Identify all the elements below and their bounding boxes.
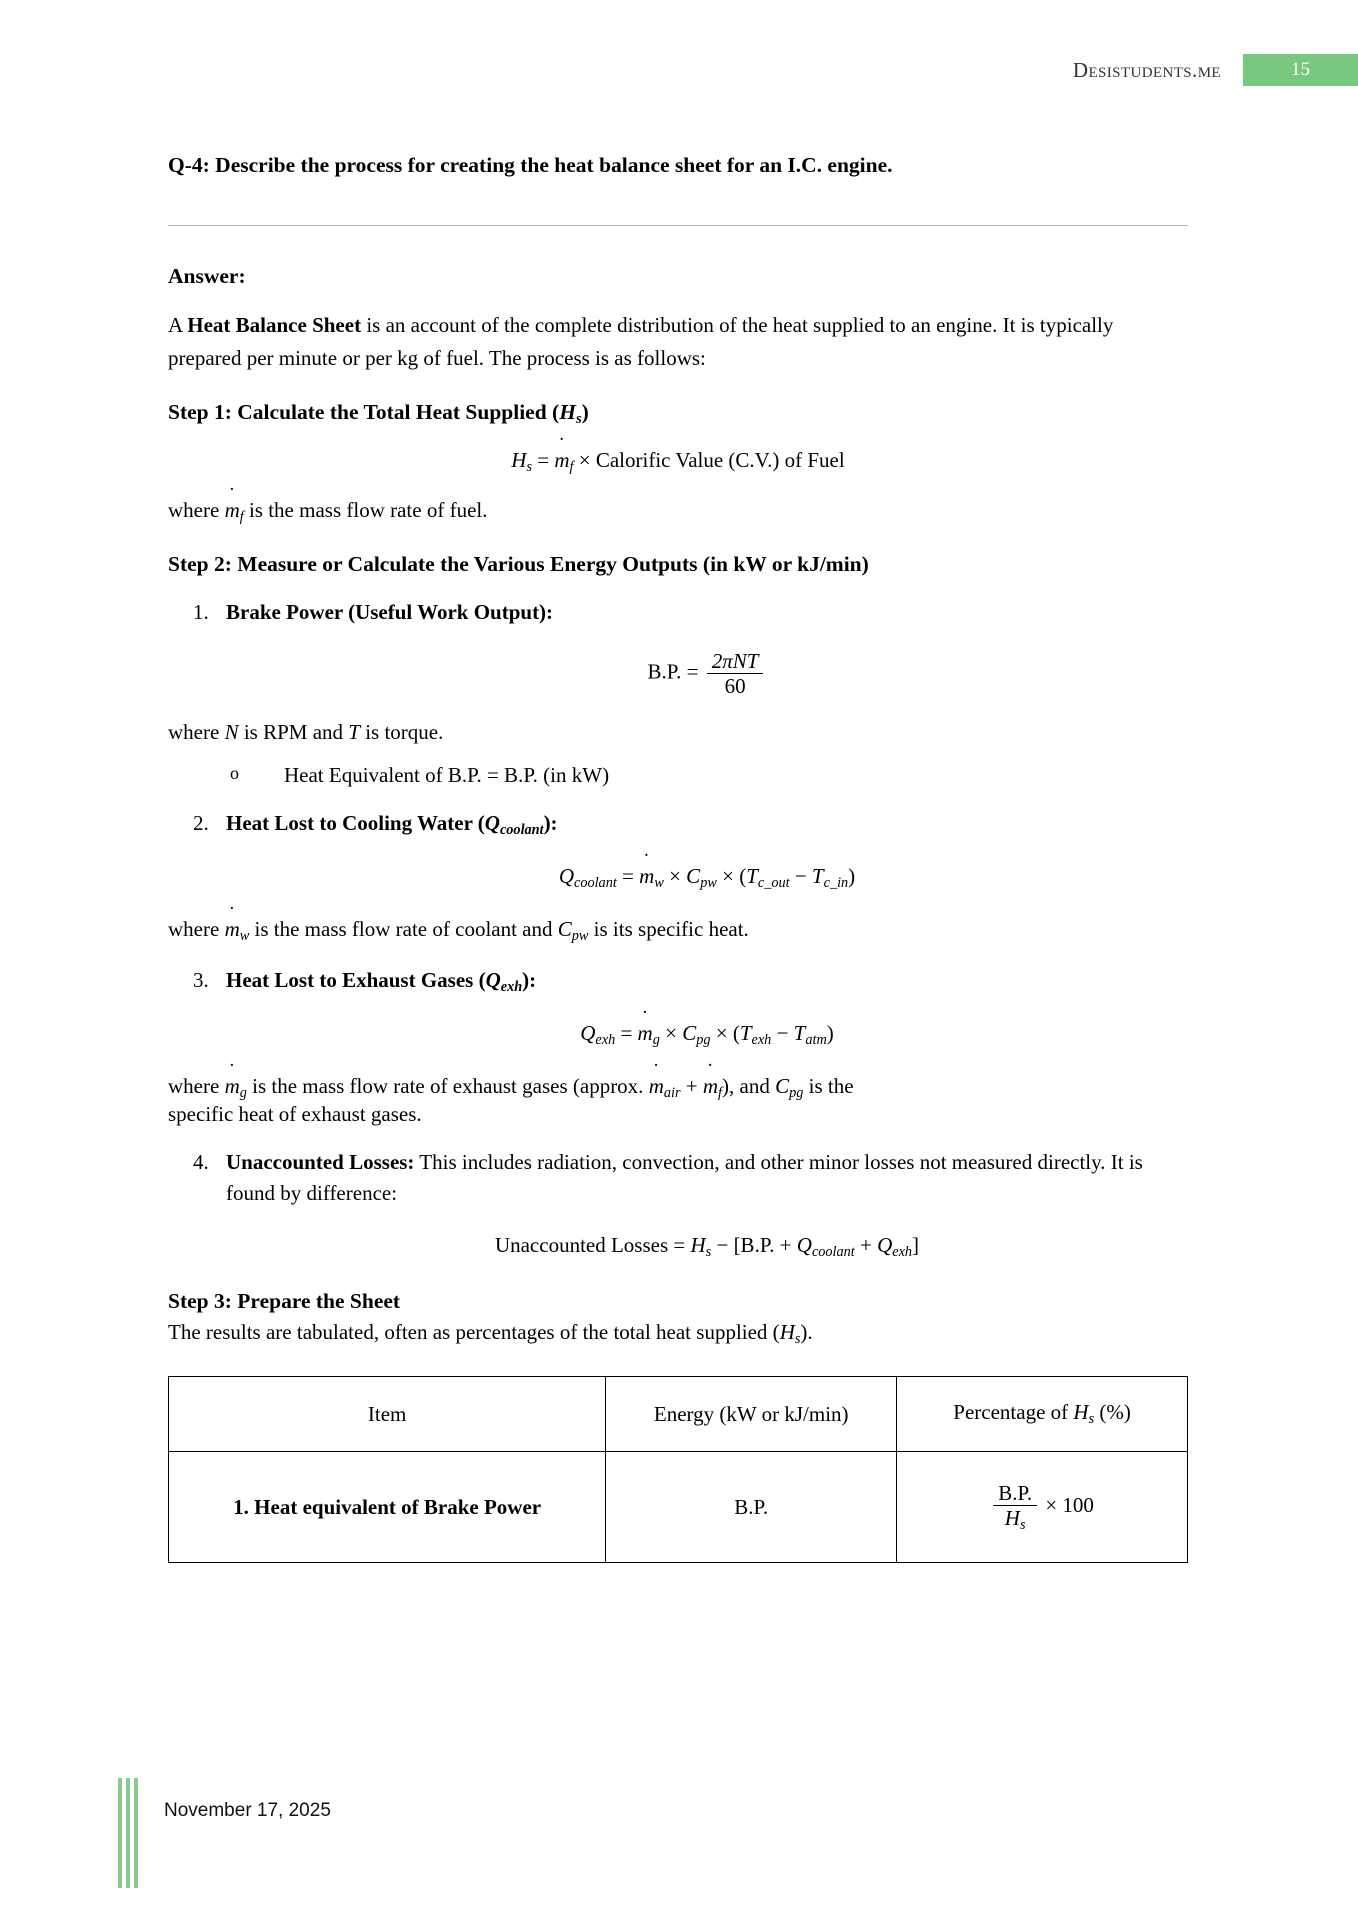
energy-outputs-list-cont-3	[168, 965, 1188, 1052]
ex-where-line2: specific heat of exhaust gases.	[168, 1101, 422, 1126]
ex-where-mf-sub: f	[718, 1084, 722, 1101]
where-mf-var: ˙ m	[225, 498, 240, 523]
where-pre: where	[168, 498, 225, 523]
footer-date: November 17, 2025	[164, 1800, 331, 1821]
formula-mf-sub: f	[569, 459, 574, 476]
exhaust-title	[226, 967, 537, 995]
table-row	[169, 1452, 1188, 1563]
pct-frac-num: B.P.	[993, 1481, 1037, 1506]
formula-coolant: $Q_{coolant}$ = ˙ $m_w \times C_{pw} \times (T_{c\_out} - T_{c\_in})$	[226, 861, 1188, 894]
list-item-cooling-water	[214, 808, 1188, 895]
energy-outputs-list-cont-4	[168, 1147, 1188, 1263]
ex-where-mid2: ), and	[722, 1073, 776, 1098]
ex-title-post: ):	[522, 967, 537, 992]
step-1-where	[168, 498, 1188, 526]
page-header	[0, 52, 1358, 88]
formula-brake-power	[226, 649, 1188, 698]
heat-balance-table	[168, 1376, 1188, 1563]
brake-power-where	[168, 720, 1188, 745]
formula-equals: =	[537, 448, 550, 473]
where-post: is the mass flow rate of fuel.	[243, 498, 488, 523]
exhaust-where	[168, 1074, 1188, 1127]
question-title: Q-4: Describe the process for creating the heat balance sheet for an I.C. engine.	[168, 153, 893, 177]
ex-where-mg: ˙ m	[225, 1074, 240, 1099]
ex-where-mid: is the mass flow rate of exhaust gases (approx.	[246, 1073, 649, 1098]
formula-hs-var: H	[511, 448, 527, 473]
cw-title-post: ):	[543, 811, 558, 836]
intro-lead: A	[168, 313, 188, 338]
cw-where-post: is its specific heat.	[588, 916, 749, 941]
step-2-heading: Step 2: Measure or Calculate the Various Energy Outputs (in kW or kJ/min)	[168, 552, 869, 577]
list-item-heat-equivalent: o Heat Equivalent of B.P. = B.P. (in kW)	[230, 763, 1188, 788]
page-number-badge: 15	[1243, 54, 1358, 86]
ex-title-pre: Heat Lost to Exhaust Gases (	[226, 967, 486, 992]
step-3-lead	[168, 1320, 1188, 1348]
formula-cv-text: × Calorific Value (C.V.) of Fuel	[578, 448, 845, 473]
page-footer	[118, 1778, 331, 1848]
ex-where-mair-sub: air	[663, 1084, 681, 1101]
bp-frac-num: 2πNT	[707, 649, 764, 674]
ex-where-cpg: C	[775, 1073, 790, 1098]
list-item-brake-power	[214, 597, 1188, 698]
pct-header-sub: s	[1088, 1410, 1095, 1427]
cw-where-mw: ˙ m	[225, 917, 240, 942]
unaccounted-title: Unaccounted Losses:	[226, 1149, 415, 1174]
cooling-water-title	[226, 811, 558, 838]
cw-where-pre: where	[168, 916, 225, 941]
pct-header-pre: Percentage of	[953, 1400, 1074, 1424]
formula-hs-sub: s	[526, 459, 533, 476]
ex-where-mair: ˙ m	[649, 1074, 664, 1099]
ex-title-sub: exh	[500, 978, 523, 995]
table-header-row	[169, 1377, 1188, 1452]
ex-where-pre: where	[168, 1073, 225, 1098]
formula-unaccounted: Unaccounted Losses = $H_s - [B.P$. + $Q_{coolant} + Q_{exh}$]	[494, 1232, 920, 1260]
pct-header-var: H	[1073, 1400, 1089, 1424]
table-header-energy: Energy (kW or kJ/min)	[606, 1377, 897, 1452]
intro-rest: is an account of the complete distribution of the heat supplied to an engine. It is typically prepared per minute or per kg of fuel. The process is as follows:	[168, 313, 1114, 370]
coolant-where	[168, 917, 1188, 945]
cw-where-cpw: C	[557, 916, 572, 941]
pct-frac-den-var: H	[1004, 1505, 1020, 1530]
step-1-heading	[168, 400, 1188, 428]
bp-frac-den: 60	[724, 673, 746, 698]
ex-where-plus: +	[685, 1073, 698, 1098]
bp-where-pre: where	[168, 720, 225, 745]
bp-where-t: T	[348, 720, 360, 745]
ex-where-post: is the	[803, 1073, 854, 1098]
list-item-exhaust-gases	[214, 965, 1188, 1052]
step-1-heading-text: Step 1: Calculate the Total Heat Supplied (	[168, 400, 560, 425]
step-3-lead-sub: s	[794, 1331, 801, 1347]
table-cell-item: 1. Heat equivalent of Brake Power	[169, 1452, 606, 1563]
formula-exhaust: $Q_{exh}$ = ˙ $m_g \times C_{pg} \times (T_{exh} - T_{atm})$	[226, 1018, 1188, 1051]
ex-where-cpg-sub: pg	[789, 1084, 804, 1101]
formula-total-heat	[168, 448, 1188, 476]
step-3-heading: Step 3: Prepare the Sheet	[168, 1289, 401, 1314]
table-header-percentage	[897, 1377, 1188, 1452]
step-1-heading-close: )	[581, 400, 589, 425]
ex-title-var: Q	[485, 967, 501, 992]
pct-header-post: (%)	[1094, 1400, 1131, 1424]
unaccounted-body: This includes radiation, convection, and other minor losses not measured directly. It is found by difference:	[226, 1149, 1143, 1206]
intro-bold-term: Heat Balance Sheet	[187, 313, 362, 338]
footer-bars-decoration	[118, 1778, 138, 1888]
where-mf-sub: f	[239, 509, 244, 526]
bp-where-post: is torque.	[359, 720, 444, 745]
intro-paragraph	[168, 309, 1188, 374]
list-item-unaccounted-losses	[214, 1147, 1188, 1263]
bp-fraction	[707, 649, 764, 698]
bp-where-mid: is RPM and	[238, 720, 349, 745]
energy-outputs-list-cont-2	[168, 808, 1188, 895]
pct-multiplier: × 100	[1045, 1492, 1094, 1517]
table-header-item: Item	[169, 1377, 606, 1452]
cw-where-mw-sub: w	[239, 927, 250, 944]
brake-power-sub-list	[168, 763, 1188, 788]
cw-where-cpw-sub: pw	[571, 927, 589, 944]
site-name: Desistudents.me	[1072, 57, 1221, 82]
cw-title-pre: Heat Lost to Cooling Water (	[226, 811, 485, 836]
bp-lhs: B.P. =	[647, 659, 699, 684]
ex-where-mf: ˙ m	[703, 1074, 718, 1099]
ex-where-mg-sub: g	[239, 1084, 247, 1101]
step-3-lead-var: H	[779, 1320, 795, 1345]
cw-title-sub: coolant	[499, 822, 544, 838]
pct-frac-den-sub: s	[1019, 1516, 1026, 1533]
step-3-lead-pre: The results are tabulated, often as percentages of the total heat supplied (	[168, 1320, 780, 1345]
brake-power-title: Brake Power (Useful Work Output):	[226, 600, 554, 625]
bp-where-n: N	[224, 720, 239, 745]
energy-outputs-list	[168, 597, 1188, 698]
answer-label: Answer:	[168, 264, 246, 289]
step-1-heading-var: H	[559, 400, 576, 425]
table-cell-percentage	[897, 1452, 1188, 1563]
formula-mf-var: ˙ m	[554, 448, 569, 473]
cw-where-mid: is the mass flow rate of coolant and	[249, 916, 558, 941]
document-body	[168, 150, 1188, 1563]
cw-title-var: Q	[484, 811, 500, 836]
step-3-lead-post: ).	[800, 1320, 813, 1345]
step-1-heading-sub: s	[575, 411, 582, 428]
pct-fraction	[993, 1481, 1037, 1534]
section-divider	[168, 225, 1188, 226]
table-cell-energy: B.P.	[606, 1452, 897, 1563]
